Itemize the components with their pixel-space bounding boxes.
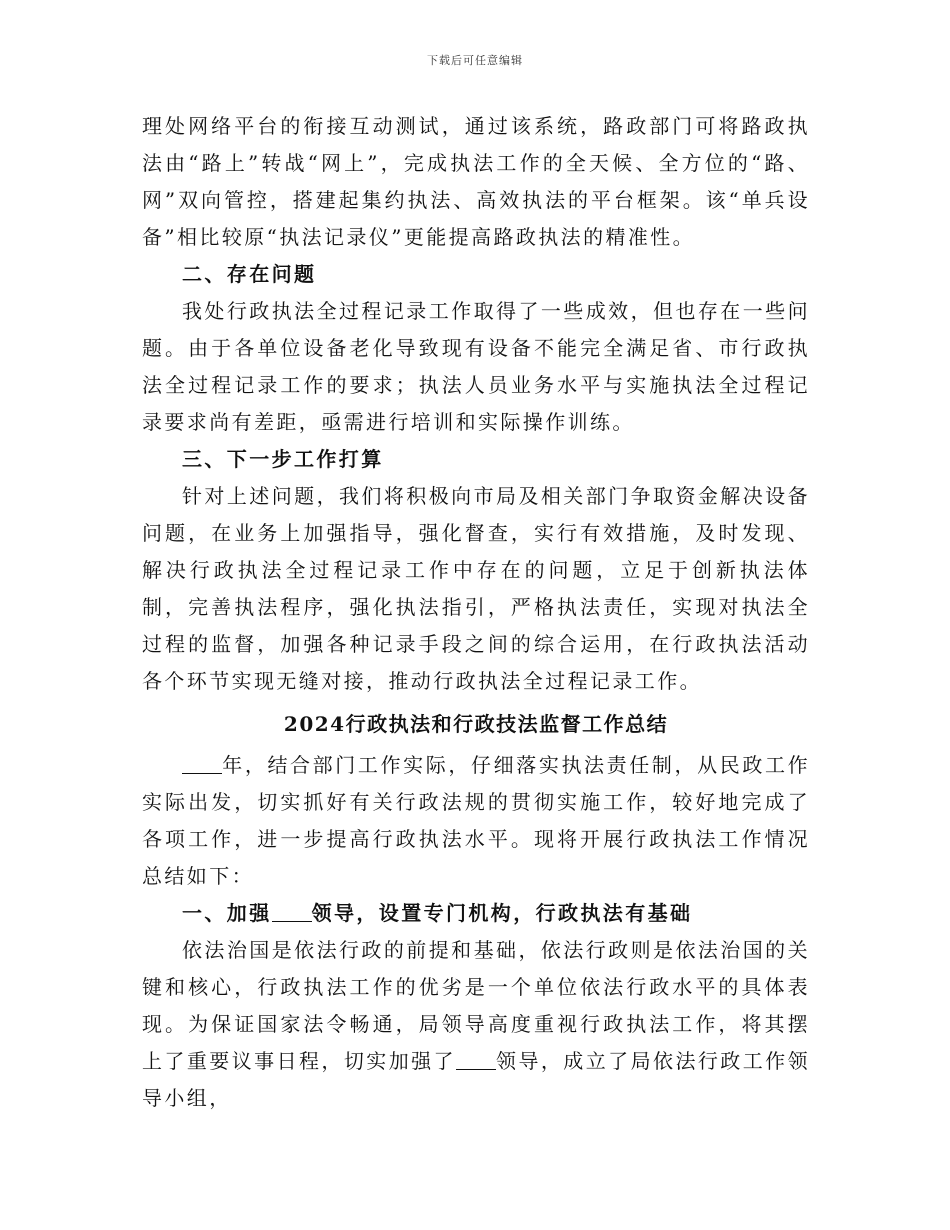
paragraph: 针对上述问题，我们将积极向市局及相关部门争取资金解决设备问题，在业务上加强指导，强化督查，实行有效措施，及时发现、解决行政执法全过程记录工作中存在的问题，立足于创新执法体制，完善执法程序，强化执法指引，严格执法责任，实现对执法全过程的监督，加强各种记录手段之间的综合运用，在行政执法活动各个环节实现无缝对接，推动行政执法全过程记录工作。: [142, 484, 810, 693]
document-title: 2024行政执法和行政技法监督工作总结: [283, 712, 669, 736]
heading-text: 领导，设置专门机构，行政执法有基础: [311, 901, 693, 925]
section-heading: 二、存在问题: [182, 262, 317, 286]
section-heading: [142, 895, 810, 932]
paragraph-text: 年，结合部门工作实际，仔细落实执法责任制，从民政工作实际出发，切实抓好有关行政法规的贯彻实施工作，较好地完成了各项工作，进一步提高行政执法水平。现将开展行政执法工作情况总结如下：: [142, 753, 810, 888]
section-heading: 三、下一步工作打算: [182, 447, 384, 471]
paragraph: [142, 932, 810, 1117]
paragraph-text: 依法治国是依法行政的前提和基础，依法行政则是依法治国的关键和核心，行政执法工作的优劣是一个单位依法行政水平的具体表现。为保证国家法令畅通，局领导高度重视行政执法工作，将其摆上了重要议事日程，切实加强了: [142, 938, 810, 1073]
paragraph: 理处网络平台的衔接互动测试，通过该系统，路政部门可将路政执法由“路上”转战“网上”，完成执法工作的全天候、全方位的“路、网”双向管控，搭建起集约执法、高效执法的平台框架。该“单兵设备”相比较原“执法记录仪”更能提高路政执法的精准性。: [142, 114, 810, 249]
fill-in-blank: [182, 755, 222, 774]
fill-in-blank: [456, 1051, 496, 1070]
fill-in-blank: [272, 903, 312, 922]
paragraph-text: 领导，成立了局依法行政工作领导小组，: [142, 1049, 810, 1110]
paragraph: [142, 747, 810, 895]
document-body: [142, 108, 810, 1117]
heading-text: 一、加强: [182, 901, 272, 925]
paragraph: 我处行政执法全过程记录工作取得了一些成效，但也存在一些问题。由于各单位设备老化导致现有设备不能完全满足省、市行政执法全过程记录工作的要求；执法人员业务水平与实施执法全过程记录要求尚有差距，亟需进行培训和实际操作训练。: [142, 299, 810, 434]
page-header: 下载后可任意编辑: [427, 54, 523, 67]
